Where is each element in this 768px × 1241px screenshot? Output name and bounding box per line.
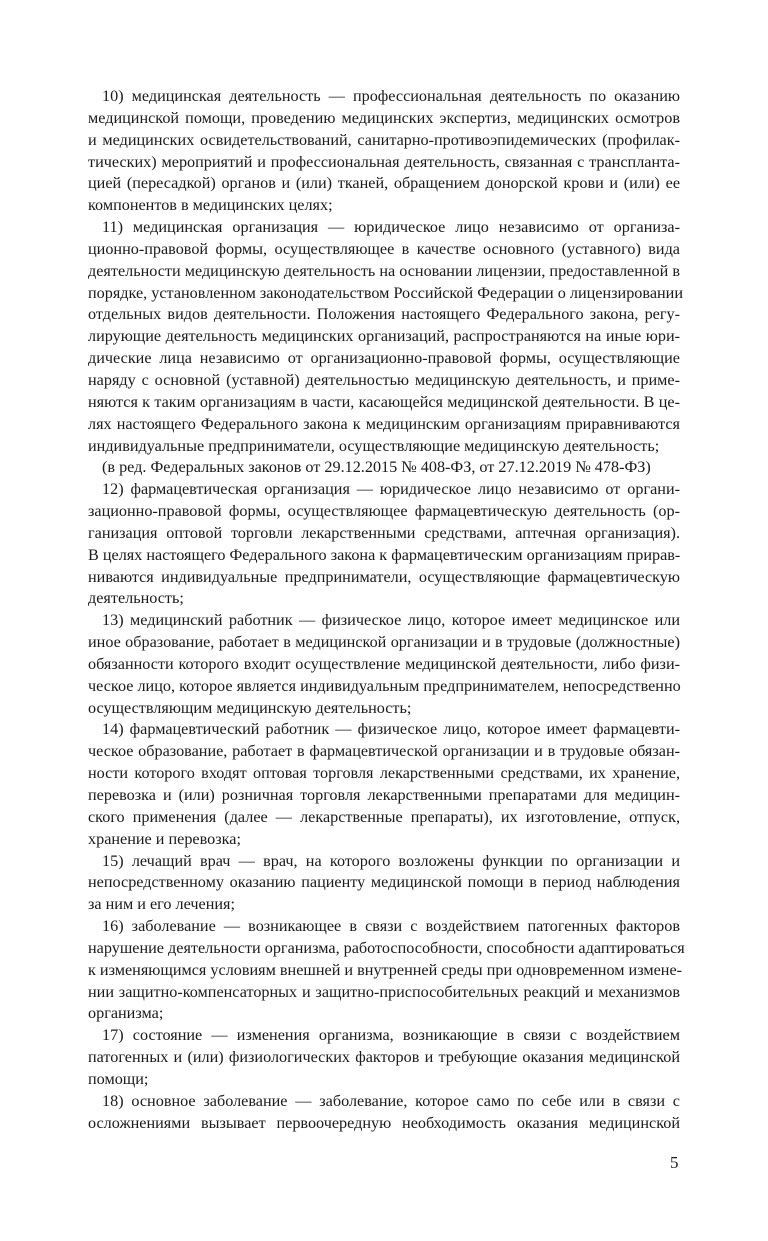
text-line: деятельность; (88, 589, 184, 608)
paragraph-16 (88, 916, 685, 1025)
page-number: 5 (670, 1153, 679, 1172)
text-line: иное образование, работает в медицинской организации и в трудовые (должностные) (88, 633, 680, 652)
paragraph-10 (88, 86, 680, 217)
text-line: патогенных и (или) физиологических факторов и требующие оказания медицинской (88, 1048, 680, 1067)
text-line: (в ред. Федеральных законов от 29.12.2015 № 408-ФЗ, от 27.12.2019 № 478-ФЗ) (102, 458, 651, 477)
paragraph-11-amendment-note (88, 457, 680, 479)
text-line: организма; (88, 1004, 164, 1023)
text-line: 13) медицинский работник — физическое лицо, которое имеет медицинское или (102, 611, 680, 630)
text-line: 18) основное заболевание — заболевание, которое само по себе или в связи с (102, 1091, 680, 1110)
text-line: дические лица независимо от организационно-правовой формы, осуществляющие (88, 349, 680, 368)
text-line: помощи; (88, 1069, 149, 1088)
text-line: нарушение деятельности организма, работоспособности, способности адаптироваться (88, 938, 685, 957)
text-line: 11) медицинская организация — юридическое лицо независимо от организа- (102, 218, 680, 237)
paragraph-13 (88, 610, 680, 719)
text-line: В целях настоящего Федерального закона к фармацевтическим организациям прирав- (88, 545, 681, 564)
text-line: ского применения (далее — лекарственные препараты), их изготовление, отпуск, (88, 807, 680, 826)
text-line: ганизация оптовой торговли лекарственными средствами, аптечная организация). (88, 523, 680, 542)
text-line: осложнениями вызывает первоочередную необходимость оказания медицинской (88, 1113, 680, 1132)
text-line: 14) фармацевтический работник — физическое лицо, которое имеет фармацевти- (102, 720, 680, 739)
text-line: 16) заболевание — возникающее в связи с воздействием патогенных факторов (102, 917, 680, 936)
paragraph-15 (88, 851, 680, 917)
text-line: лях настоящего Федерального закона к медицинским организациям приравниваются (88, 414, 680, 433)
text-line: ности которого входят оптовая торговля лекарственными средствами, их хранение, (88, 764, 680, 783)
text-line: перевозка и (или) розничная торговля лекарственными препаратами для медицин- (88, 786, 680, 804)
text-line: 17) состояние — изменения организма, возникающие в связи с воздействием (102, 1026, 680, 1045)
text-line: няются к таким организациям в части, касающейся медицинской деятельности. В це- (88, 392, 680, 411)
paragraph-11 (88, 217, 684, 457)
text-line: отдельных видов деятельности. Положения настоящего Федерального закона, регу- (88, 305, 680, 324)
paragraph-18 (88, 1091, 680, 1135)
text-line: 15) лечащий врач — врач, на которого возложены функции по организации и (102, 851, 680, 870)
paragraph-17 (88, 1025, 680, 1091)
paragraph-14 (88, 719, 680, 850)
text-line: цией (пересадкой) органов и (или) тканей, обращением донорской крови и (или) ее (88, 174, 680, 193)
text-line: наряду с основной (уставной) деятельностью медицинскую деятельность, и приме- (88, 370, 680, 389)
text-line: зационно-правовой формы, осуществляющее фармацевтическую деятельность (ор- (88, 502, 680, 521)
text-line: обязанности которого входит осуществление медицинской деятельности, либо физи- (88, 654, 680, 673)
text-line: индивидуальные предприниматели, осуществляющие медицинскую деятельность; (88, 436, 660, 455)
text-line: нии защитно-компенсаторных и защитно-приспособительных реакций и механизмов (88, 982, 680, 1001)
text-line: ческое образование, работает в фармацевтической организации и в трудовые обязан- (88, 742, 680, 761)
text-line: ниваются индивидуальные предприниматели, осуществляющие фармацевтическую (88, 567, 680, 586)
text-line: деятельности медицинскую деятельность на основании лицензии, предоставленной в (88, 261, 680, 280)
text-line: медицинской помощи, проведению медицинских экспертиз, медицинских осмотров (88, 108, 680, 127)
text-line: 12) фармацевтическая организация — юридическое лицо независимо от органи- (102, 480, 680, 499)
text-line: за ним и его лечения; (88, 895, 235, 914)
text-line: 10) медицинская деятельность — профессиональная деятельность по оказанию (102, 87, 680, 105)
text-line: ческое лицо, которое является индивидуальным предпринимателем, непосредственно (88, 676, 681, 695)
paragraph-12 (88, 479, 680, 610)
text-line: порядке, установленном законодательством Российской Федерации о лицензировании (88, 283, 684, 302)
text-line: непосредственному оказанию пациенту медицинской помощи в период наблюдения (88, 873, 680, 892)
text-line: хранение и перевозка; (88, 829, 241, 848)
text-line: тических) мероприятий и профессиональная деятельность, связанная с транспланта- (88, 152, 680, 171)
text-line: осуществляющим медицинскую деятельность; (88, 698, 412, 717)
page-body (88, 86, 685, 1135)
text-line: к изменяющимся условиям внешней и внутренней среды при одновременном измене- (88, 960, 683, 979)
text-line: компонентов в медицинских целях; (88, 196, 333, 215)
text-line: ционно-правовой формы, осуществляющее в качестве основного (уставного) вида (88, 239, 680, 258)
text-line: лирующие деятельность медицинских организаций, распространяются на иные юри- (88, 327, 680, 346)
text-line: и медицинских освидетельствований, санитарно-противоэпидемических (профилак- (88, 130, 680, 149)
